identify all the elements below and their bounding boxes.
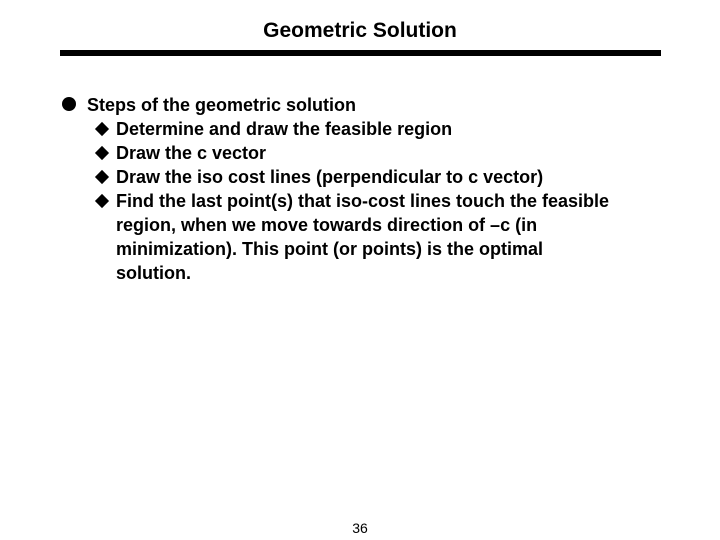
sub-bullet-list [93,117,662,285]
slide-title: Geometric Solution [263,19,457,42]
sub-bullet-item [93,117,616,141]
sub-bullet-item [93,141,616,165]
bullet-text: Steps of the geometric solution [87,95,357,115]
bullet-list [62,93,662,285]
sub-bullet-text: Find the last point(s) that iso-cost lines touch the feasible region, when we move towards direction of –c (in minimization). This point (or points) is the optimal solution. [116,191,610,283]
sub-bullet-item [93,165,616,189]
page-number: 36 [352,520,368,536]
title-divider [60,50,661,56]
sub-bullet-item [93,189,616,285]
bullet-item [62,93,662,117]
sub-bullet-text: Determine and draw the feasible region [116,119,453,139]
sub-bullet-text: Draw the c vector [116,143,267,163]
diamond-bullet-icon [95,146,109,160]
bullet-circle-icon [62,97,76,111]
diamond-bullet-icon [95,122,109,136]
diamond-bullet-icon [95,194,109,208]
diamond-bullet-icon [95,170,109,184]
sub-bullet-text: Draw the iso cost lines (perpendicular to c vector) [116,167,544,187]
